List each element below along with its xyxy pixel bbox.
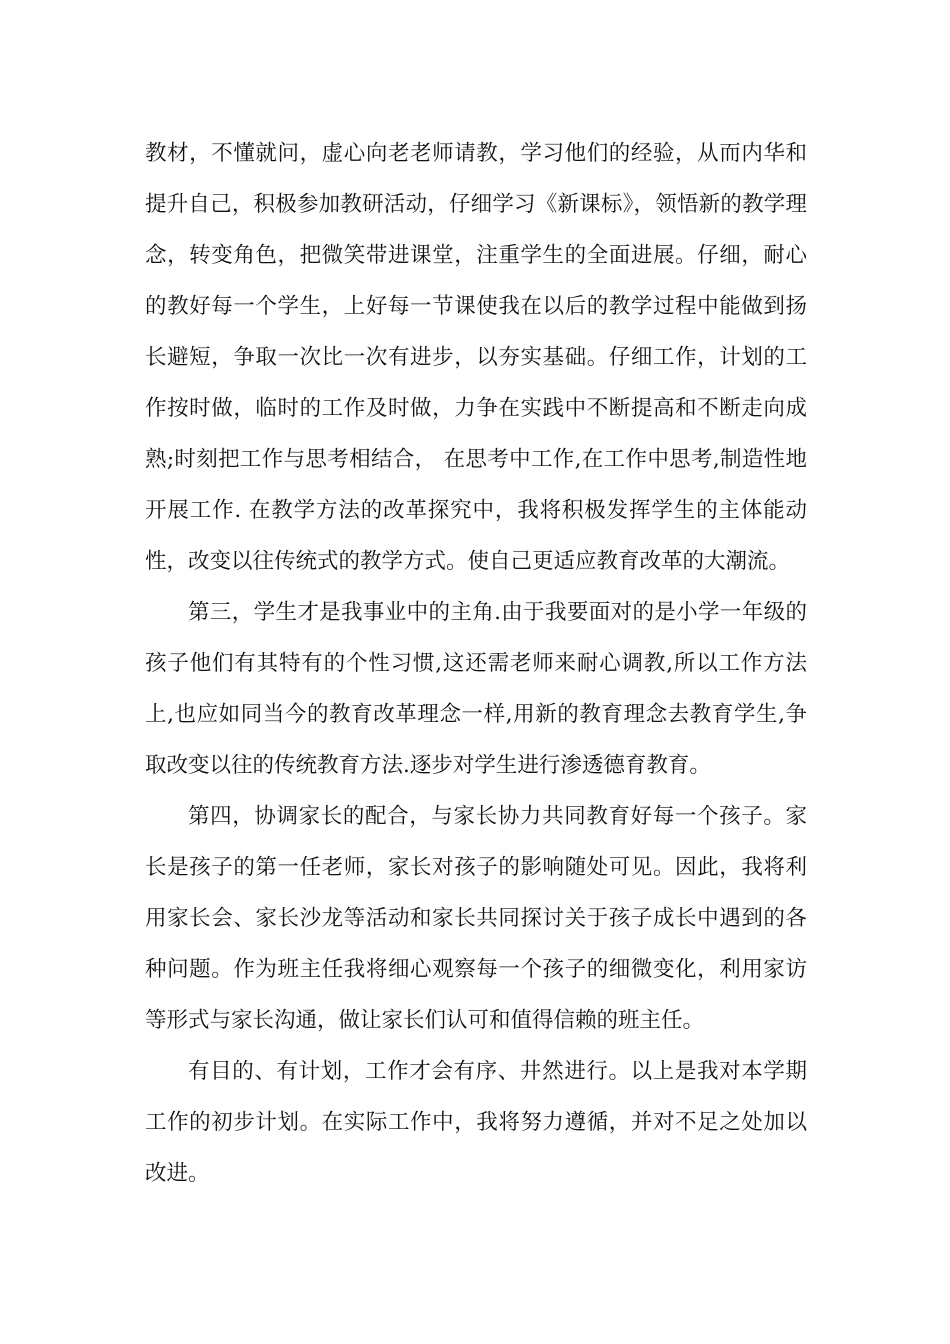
document-body bbox=[145, 128, 807, 1199]
paragraph-conclusion: 有目的、有计划，工作才会有序、井然进行。以上是我对本学期工作的初步计划。在实际工作中，我将努力遵循，并对不足之处加以改进。 bbox=[145, 1059, 807, 1186]
paragraph-fourth-parents: 第四，协调家长的配合，与家长协力共同教育好每一个孩子。家长是孩子的第一任老师，家长对孩子的影响随处可见。因此，我将利用家长会、家长沙龙等活动和家长共同探讨关于孩子成长中遇到的各种问题。作为班主任我将细心观察每一个孩子的细微变化，利用家访等形式与家长沟通，做让家长们认可和值得信赖的班主任。 bbox=[145, 804, 807, 1033]
paragraph-third-students: 第三，学生才是我事业中的主角.由于我要面对的是小学一年级的孩子他们有其特有的个性习惯,这还需老师来耐心调教,所以工作方法上,也应如同当今的教育改革理念一样,用新的教育理念去教育学生,争取改变以往的传统教育方法.逐步对学生进行渗透德育教育。 bbox=[145, 600, 807, 778]
paragraph-teaching-materials: 教材，不懂就问，虚心向老老师请教，学习他们的经验，从而内华和提升自己，积极参加教研活动，仔细学习《新课标》，领悟新的教学理念，转变角色，把微笑带进课堂，注重学生的全面进展。仔细，耐心的教好每一个学生，上好每一节课使我在以后的教学过程中能做到扬长避短，争取一次比一次有进步，以夯实基础。仔细工作，计划的工作按时做，临时的工作及时做，力争在实践中不断提高和不断走向成熟;时刻把工作与思考相结合， 在思考中工作,在工作中思考,制造性地开展工作. 在教学方法的改革探究中，我将积极发挥学生的主体能动性，改变以往传统式的教学方式。使自己更适应教育改革的大潮流。 bbox=[145, 141, 807, 574]
